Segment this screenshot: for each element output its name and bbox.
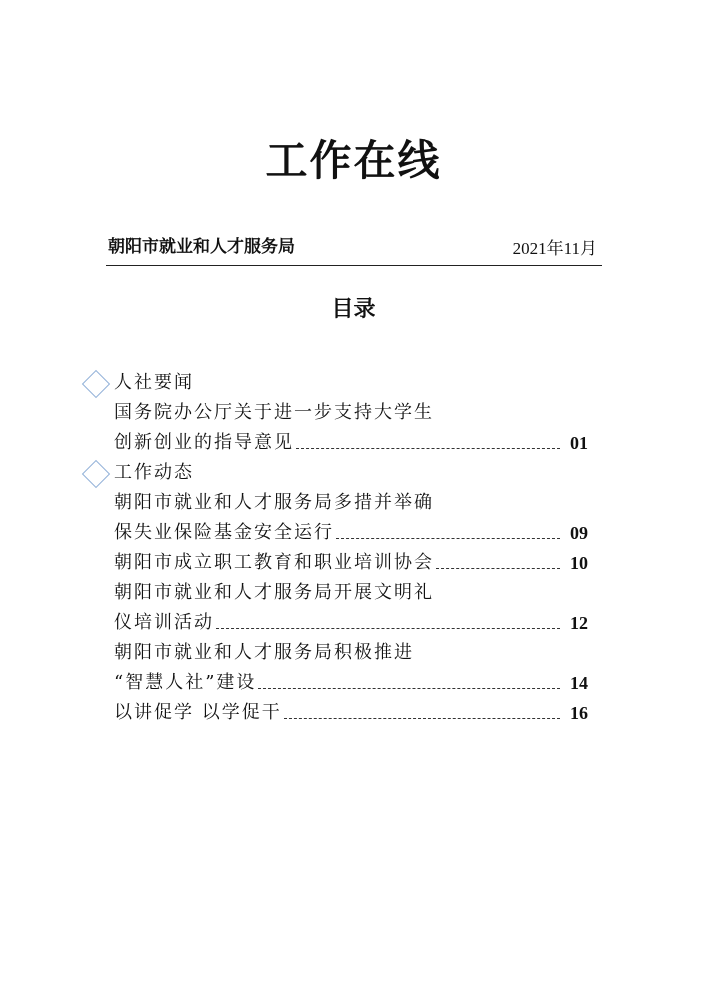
leader-dots xyxy=(296,448,560,449)
toc-entry-line[interactable] xyxy=(80,488,600,518)
toc-entry-line[interactable] xyxy=(80,548,600,578)
toc-page-number: 01 xyxy=(570,433,588,453)
toc-section xyxy=(80,368,600,398)
toc-entry-line[interactable] xyxy=(80,518,600,548)
toc-entry-line[interactable] xyxy=(80,698,600,728)
leader-dots xyxy=(436,568,560,569)
toc-section-label: 人社要闻 xyxy=(114,372,194,393)
toc-entry-text: 以讲促学 以学促干 xyxy=(114,702,282,723)
toc-section-label: 工作动态 xyxy=(114,462,194,483)
toc-entry-text: 朝阳市就业和人才服务局积极推进 xyxy=(114,642,414,663)
toc-entry-text: 保失业保险基金安全运行 xyxy=(114,522,334,543)
toc-entry-text: 国务院办公厅关于进一步支持大学生 xyxy=(114,402,434,423)
leader-dots xyxy=(284,718,560,719)
toc-entry-text: 朝阳市成立职工教育和职业培训协会 xyxy=(114,552,434,573)
toc-page-number: 16 xyxy=(570,703,588,723)
toc-entry-line[interactable] xyxy=(80,668,600,698)
toc-entry-text: 仪培训活动 xyxy=(114,612,214,633)
toc-entry-text: “智慧人社”建设 xyxy=(114,672,257,693)
leader-dots xyxy=(336,538,560,539)
leader-dots xyxy=(216,628,560,629)
header-divider xyxy=(106,265,602,266)
toc-page-number: 09 xyxy=(570,523,588,543)
toc-entry-line[interactable] xyxy=(80,608,600,638)
organization-name: 朝阳市就业和人才服务局 xyxy=(108,237,295,257)
table-of-contents xyxy=(80,368,600,728)
toc-entry-line[interactable] xyxy=(80,428,600,458)
toc-section xyxy=(80,458,600,488)
page-title: 工作在线 xyxy=(265,136,442,185)
toc-entry-line[interactable] xyxy=(80,398,600,428)
toc-entry-line[interactable] xyxy=(80,578,600,608)
toc-page-number: 12 xyxy=(570,613,588,633)
toc-entry-text: 朝阳市就业和人才服务局开展文明礼 xyxy=(114,582,434,603)
toc-page-number: 10 xyxy=(570,553,588,573)
leader-dots xyxy=(258,688,560,689)
toc-entry-text: 朝阳市就业和人才服务局多措并举确 xyxy=(114,492,434,513)
toc-entry-text: 创新创业的指导意见 xyxy=(114,432,294,453)
toc-page-number: 14 xyxy=(570,673,588,693)
toc-entry-line[interactable] xyxy=(80,638,600,668)
toc-heading: 目录 xyxy=(331,297,376,322)
issue-date: 2021年11月 xyxy=(512,239,597,258)
